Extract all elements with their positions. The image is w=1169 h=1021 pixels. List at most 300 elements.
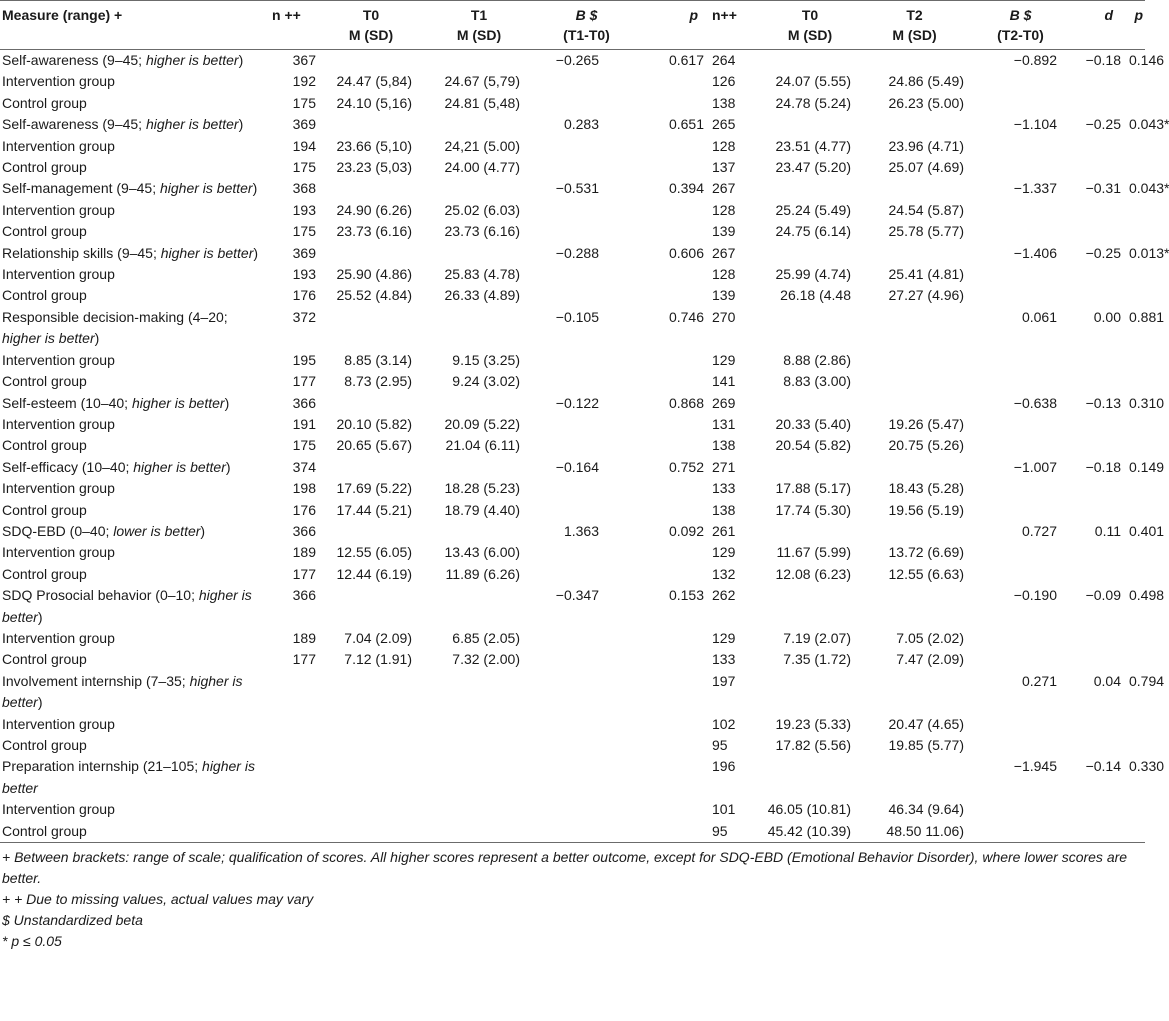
cell-n-first: 193: [292, 201, 316, 218]
measure-row: [0, 457, 1145, 478]
cell-p-t1: 0.394: [668, 180, 704, 197]
group-name: Control group: [2, 737, 87, 753]
cell-n-first: [270, 821, 318, 843]
cell-t1: [424, 735, 534, 756]
cell-n-second: 95: [712, 737, 728, 753]
cell-t0-second: 20.54 (5.82): [775, 437, 851, 454]
cell-t1: 25.83 (4.78): [444, 266, 520, 283]
cell-p-t2: 0.043*: [1129, 116, 1169, 133]
cell-n-second: 129: [712, 629, 736, 646]
cell-t0-second: [763, 756, 857, 799]
cell-t0-second: 26.18 (4.48: [780, 287, 851, 304]
cell-t1: 18.28 (5.23): [444, 480, 520, 497]
cell-p-t1: [639, 735, 710, 756]
group-row: [0, 350, 1145, 371]
cell-n-first: 198: [292, 480, 316, 497]
cell-t1: 24.81 (5,48): [444, 94, 520, 111]
group-row: [0, 371, 1145, 392]
cell-t0-second: 23.51 (4.77): [775, 137, 851, 154]
cell-t0-first: [318, 671, 424, 714]
cell-t0-first: [318, 307, 424, 350]
cell-n-second: 141: [712, 373, 736, 390]
cell-d: −0.18: [1085, 458, 1121, 475]
cell-d: [1069, 350, 1127, 371]
cell-t0-first: 24.47 (5,84): [336, 73, 412, 90]
cell-t1: 23.73 (6.16): [444, 223, 520, 240]
group-row: [0, 264, 1145, 285]
cell-t0-first: 24.10 (5,16): [336, 94, 412, 111]
cell-b-t1: [534, 200, 639, 221]
group-row: [0, 285, 1145, 306]
cell-n-first: [270, 714, 318, 735]
measure-name: Responsible decision-making (4–20; higher is better): [2, 308, 228, 347]
cell-p-t1: 0.092: [668, 522, 704, 539]
cell-p-t2: [1127, 799, 1145, 820]
measure-name: Self-management (9–45; higher is better): [2, 180, 258, 197]
header-n2: n++: [712, 7, 737, 23]
cell-b-t1: −0.164: [555, 458, 599, 475]
cell-p-t2: 0.043*: [1129, 180, 1169, 197]
cell-p-t2: [1127, 285, 1145, 306]
cell-p-t2: [1127, 414, 1145, 435]
cell-t2: 20.47 (4.65): [888, 715, 964, 732]
cell-t0-first: [318, 114, 424, 135]
group-row: [0, 500, 1145, 521]
group-row: [0, 564, 1145, 585]
cell-t0-first: [318, 714, 424, 735]
cell-t2: [857, 393, 972, 414]
cell-n-second: 271: [712, 458, 736, 475]
cell-b-t2: [972, 350, 1069, 371]
cell-n-first: 175: [292, 159, 316, 176]
cell-t0-first: 20.10 (5.82): [336, 415, 412, 432]
cell-b-t1: [534, 756, 639, 799]
cell-p-t2: [1127, 478, 1145, 499]
cell-n-first: 176: [292, 501, 316, 518]
cell-t2: [857, 457, 972, 478]
cell-n-second: 197: [712, 672, 736, 689]
header-p1: p: [689, 7, 698, 23]
cell-p-t2: [1127, 564, 1145, 585]
cell-t0-second: [763, 114, 857, 135]
cell-p-t2: [1127, 500, 1145, 521]
cell-b-t2: −0.892: [1013, 52, 1057, 68]
cell-b-t2: [972, 628, 1069, 649]
group-name: Intervention group: [2, 544, 115, 561]
cell-p-t2: 0.401: [1129, 522, 1165, 539]
cell-n-second: 196: [712, 758, 736, 775]
cell-t0-second: [763, 457, 857, 478]
cell-t2: [857, 307, 972, 350]
cell-p-t1: [639, 756, 710, 799]
cell-n-second: 267: [712, 244, 736, 261]
cell-t0-first: 20.65 (5.67): [336, 437, 412, 454]
cell-t2: 25.78 (5.77): [888, 223, 964, 240]
cell-n-first: [270, 671, 318, 714]
cell-d: −0.14: [1085, 758, 1121, 775]
cell-p-t1: [639, 821, 710, 843]
cell-t0-second: [763, 243, 857, 264]
cell-t0-first: [318, 585, 424, 628]
measure-name: Relationship skills (9–45; higher is better): [2, 244, 259, 261]
cell-p-t1: 0.153: [668, 587, 704, 604]
cell-t1: [424, 393, 534, 414]
cell-b-t1: [534, 821, 639, 843]
footnote-beta: $ Unstandardized beta: [2, 912, 143, 929]
cell-p-t1: [639, 799, 710, 820]
cell-b-t2: −1.007: [1013, 458, 1057, 475]
cell-t1: 6.85 (2.05): [452, 629, 520, 646]
cell-n-second: 261: [712, 522, 736, 539]
cell-t0-first: 12.44 (6.19): [336, 565, 412, 582]
cell-t0-first: 23.73 (6.16): [336, 223, 412, 240]
cell-t0-first: 7.12 (1.91): [344, 651, 412, 668]
cell-p-t2: [1127, 371, 1145, 392]
group-row: [0, 542, 1145, 563]
cell-t2: [857, 178, 972, 199]
cell-b-t1: 0.283: [563, 116, 599, 133]
cell-p-t2: [1127, 435, 1145, 456]
cell-t0-second: [763, 521, 857, 542]
cell-n-second: 262: [712, 587, 736, 604]
cell-d: [1069, 735, 1127, 756]
cell-t0-second: 17.82 (5.56): [775, 737, 851, 753]
cell-n-second: 128: [712, 266, 736, 283]
cell-b-t2: [972, 542, 1069, 563]
cell-t1: 7.32 (2.00): [452, 651, 520, 668]
group-row: [0, 136, 1145, 157]
cell-n-second: 139: [712, 287, 736, 304]
cell-t2: 7.47 (2.09): [896, 651, 964, 668]
cell-t0-first: 25.52 (4.84): [336, 287, 412, 304]
group-row: [0, 478, 1145, 499]
cell-t0-first: [318, 243, 424, 264]
group-name: Control group: [2, 223, 87, 240]
cell-n-first: 374: [292, 458, 316, 475]
group-row: [0, 71, 1145, 92]
cell-p-t1: [639, 350, 710, 371]
cell-b-t1: [534, 285, 639, 306]
header-n1: n ++: [272, 7, 301, 23]
cell-d: [1069, 136, 1127, 157]
cell-p-t1: [639, 221, 710, 242]
cell-n-first: 175: [292, 437, 316, 454]
cell-b-t1: [534, 350, 639, 371]
cell-d: [1069, 371, 1127, 392]
header-t0-second: T0 M (SD): [787, 7, 833, 43]
cell-t0-second: 24.75 (6.14): [775, 223, 851, 240]
cell-n-first: 366: [292, 522, 316, 539]
cell-n-second: 129: [712, 351, 736, 368]
cell-p-t2: 0.794: [1129, 672, 1165, 689]
cell-t1: 21.04 (6.11): [445, 437, 520, 454]
cell-t2: [857, 756, 972, 799]
cell-d: [1069, 71, 1127, 92]
cell-t0-second: 19.23 (5.33): [775, 715, 851, 732]
cell-n-first: 369: [292, 116, 316, 133]
cell-p-t2: 0.330: [1129, 758, 1165, 775]
cell-n-first: 366: [292, 394, 316, 411]
cell-d: −0.13: [1085, 394, 1121, 411]
cell-t2: 25.07 (4.69): [888, 159, 964, 176]
cell-t0-first: 23.66 (5,10): [336, 137, 412, 154]
cell-t2: 24.54 (5.87): [888, 201, 964, 218]
cell-d: [1069, 264, 1127, 285]
cell-d: [1069, 564, 1127, 585]
cell-t2: 23.96 (4.71): [888, 137, 964, 154]
header-t2: T2 M (SD): [892, 7, 937, 43]
cell-t2: 18.43 (5.28): [888, 480, 964, 497]
cell-t2: 26.23 (5.00): [888, 94, 964, 111]
cell-t2: 13.72 (6.69): [888, 544, 964, 561]
cell-t1: [424, 714, 534, 735]
cell-t2: [857, 50, 972, 72]
cell-t2: 20.75 (5.26): [888, 437, 964, 454]
cell-t2: [857, 114, 972, 135]
cell-t0-first: [318, 799, 424, 820]
group-name: Intervention group: [2, 715, 115, 732]
cell-p-t2: 0.310: [1129, 394, 1165, 411]
cell-t0-second: [763, 393, 857, 414]
cell-t1: [424, 243, 534, 264]
footnote-significance: * p ≤ 0.05: [2, 933, 62, 950]
cell-d: [1069, 714, 1127, 735]
group-name: Intervention group: [2, 266, 115, 283]
cell-p-t2: [1127, 542, 1145, 563]
cell-b-t1: [534, 414, 639, 435]
group-row: [0, 414, 1145, 435]
cell-p-t1: [639, 93, 710, 114]
group-row: [0, 157, 1145, 178]
cell-n-first: 369: [292, 244, 316, 261]
cell-p-t2: [1127, 821, 1145, 843]
cell-t0-second: [763, 671, 857, 714]
cell-t1: [424, 114, 534, 135]
measure-row: [0, 243, 1145, 264]
cell-b-t1: [534, 371, 639, 392]
cell-b-t1: [534, 478, 639, 499]
cell-n-first: 366: [292, 587, 316, 604]
footnotes: [0, 843, 1145, 952]
cell-t1: [424, 585, 534, 628]
cell-n-second: 138: [712, 437, 736, 454]
header-p2: p: [1134, 7, 1143, 23]
cell-n-second: 102: [712, 715, 736, 732]
cell-n-second: 138: [712, 94, 736, 111]
cell-p-t2: [1127, 350, 1145, 371]
cell-b-t1: [534, 628, 639, 649]
cell-t1: [424, 756, 534, 799]
cell-b-t2: 0.271: [1021, 672, 1057, 689]
cell-n-second: 137: [712, 159, 736, 176]
group-name: Control group: [2, 94, 87, 111]
cell-p-t1: [639, 500, 710, 521]
measure-name: Involvement internship (7–35; higher is better): [2, 672, 243, 711]
cell-t2: 27.27 (4.96): [888, 287, 964, 304]
cell-d: 0.04: [1093, 672, 1121, 689]
header-measure: Measure (range) +: [2, 7, 123, 23]
measure-row: [0, 178, 1145, 199]
measure-row: [0, 521, 1145, 542]
cell-p-t2: [1127, 714, 1145, 735]
cell-d: [1069, 221, 1127, 242]
cell-n-first: [270, 756, 318, 799]
cell-n-first: 175: [292, 94, 316, 111]
table-body: [0, 50, 1169, 843]
cell-n-second: 270: [712, 308, 736, 325]
cell-t0-first: 8.73 (2.95): [344, 373, 412, 390]
cell-t1: 24,21 (5.00): [444, 137, 520, 154]
cell-n-second: 128: [712, 137, 736, 154]
cell-b-t2: [972, 799, 1069, 820]
cell-t0-second: 24.78 (5.24): [775, 94, 851, 111]
cell-b-t1: [534, 649, 639, 670]
cell-t0-second: 11.67 (5.99): [776, 544, 851, 561]
cell-b-t2: [972, 93, 1069, 114]
header-d: d: [1104, 7, 1113, 23]
cell-d: [1069, 821, 1127, 843]
cell-d: −0.25: [1085, 244, 1121, 261]
group-row: [0, 221, 1145, 242]
cell-b-t2: [972, 371, 1069, 392]
cell-t0-second: [763, 178, 857, 199]
cell-p-t2: 0.013*: [1129, 244, 1169, 261]
cell-b-t1: −0.347: [555, 587, 599, 604]
cell-p-t1: 0.651: [668, 116, 704, 133]
cell-t0-second: 17.88 (5.17): [775, 480, 851, 497]
group-row: [0, 649, 1145, 670]
measure-row: [0, 50, 1145, 72]
cell-t0-first: 25.90 (4.86): [336, 266, 412, 283]
cell-b-t2: [972, 478, 1069, 499]
cell-p-t2: [1127, 93, 1145, 114]
cell-d: [1069, 478, 1127, 499]
header-row: [0, 1, 1145, 50]
cell-p-t1: [639, 671, 710, 714]
group-row: [0, 799, 1145, 820]
cell-t1: 18.79 (4.40): [444, 501, 520, 518]
cell-b-t2: −1.945: [1013, 758, 1057, 775]
cell-t0-second: 46.05 (10.81): [767, 801, 851, 818]
cell-n-second: 269: [712, 394, 736, 411]
cell-b-t1: [534, 714, 639, 735]
cell-t0-second: 20.33 (5.40): [775, 415, 851, 432]
cell-b-t1: −0.531: [555, 180, 599, 197]
group-name: Intervention group: [2, 480, 115, 497]
cell-p-t2: [1127, 264, 1145, 285]
cell-d: 0.00: [1093, 308, 1121, 325]
cell-t0-second: 17.74 (5.30): [775, 501, 851, 518]
cell-b-t2: [972, 435, 1069, 456]
cell-p-t1: 0.746: [668, 308, 704, 325]
cell-t1: [424, 457, 534, 478]
cell-t1: 11.89 (6.26): [445, 565, 520, 582]
group-name: Intervention group: [2, 73, 115, 90]
measure-name: Self-awareness (9–45; higher is better): [2, 116, 244, 133]
cell-t2: 19.85 (5.77): [888, 737, 964, 753]
cell-p-t1: [639, 564, 710, 585]
cell-t1: [424, 50, 534, 72]
cell-p-t1: [639, 649, 710, 670]
cell-b-t1: [534, 542, 639, 563]
cell-b-t1: [534, 136, 639, 157]
cell-p-t2: [1127, 221, 1145, 242]
cell-d: [1069, 200, 1127, 221]
cell-n-first: 177: [292, 651, 316, 668]
cell-d: [1069, 649, 1127, 670]
cell-t0-first: [318, 521, 424, 542]
cell-t0-first: 17.69 (5.22): [336, 480, 412, 497]
cell-p-t1: [639, 200, 710, 221]
cell-t1: [424, 821, 534, 843]
cell-t0-second: [763, 307, 857, 350]
cell-t1: 9.24 (3.02): [452, 373, 520, 390]
cell-n-second: 129: [712, 544, 736, 561]
measure-row: [0, 671, 1145, 714]
cell-p-t2: [1127, 136, 1145, 157]
group-name: Intervention group: [2, 137, 115, 154]
cell-p-t1: [639, 628, 710, 649]
cell-d: −0.18: [1085, 52, 1121, 68]
cell-d: [1069, 435, 1127, 456]
cell-n-first: 189: [292, 629, 316, 646]
cell-d: [1069, 414, 1127, 435]
group-row: [0, 735, 1145, 756]
cell-t2: 12.55 (6.63): [888, 565, 964, 582]
cell-p-t1: [639, 435, 710, 456]
cell-t1: [424, 307, 534, 350]
cell-t1: 20.09 (5.22): [444, 415, 520, 432]
cell-t2: 19.26 (5.47): [888, 415, 964, 432]
cell-n-second: 101: [712, 801, 736, 818]
cell-n-first: 192: [292, 73, 316, 90]
cell-b-t1: [534, 799, 639, 820]
cell-b-t1: [534, 435, 639, 456]
cell-b-t1: [534, 264, 639, 285]
cell-t0-second: 8.88 (2.86): [783, 351, 851, 368]
cell-b-t1: −0.105: [555, 308, 599, 325]
cell-b-t1: [534, 221, 639, 242]
cell-t0-second: [763, 50, 857, 72]
cell-d: −0.25: [1085, 116, 1121, 133]
cell-b-t2: −1.406: [1013, 244, 1057, 261]
cell-t0-second: 23.47 (5.20): [775, 159, 851, 176]
measure-row: [0, 585, 1145, 628]
cell-n-first: 175: [292, 223, 316, 240]
cell-t2: [857, 350, 972, 371]
cell-d: [1069, 500, 1127, 521]
cell-b-t2: [972, 714, 1069, 735]
cell-d: [1069, 542, 1127, 563]
measure-row: [0, 393, 1145, 414]
header-t1: T1 M (SD): [456, 7, 502, 43]
cell-p-t1: [639, 136, 710, 157]
measure-row: [0, 307, 1145, 350]
cell-t1: 25.02 (6.03): [444, 201, 520, 218]
cell-t0-second: [763, 585, 857, 628]
cell-n-second: 95: [712, 822, 728, 839]
group-row: [0, 93, 1145, 114]
group-name: Control group: [2, 373, 87, 390]
cell-p-t2: 0.498: [1129, 587, 1165, 604]
cell-t0-second: 25.24 (5.49): [775, 201, 851, 218]
cell-p-t2: 0.149: [1129, 458, 1165, 475]
cell-n-second: 131: [712, 415, 736, 432]
cell-n-second: 132: [712, 565, 736, 582]
cell-b-t1: [534, 500, 639, 521]
cell-n-first: 372: [292, 308, 316, 325]
cell-b-t1: −0.122: [555, 394, 599, 411]
